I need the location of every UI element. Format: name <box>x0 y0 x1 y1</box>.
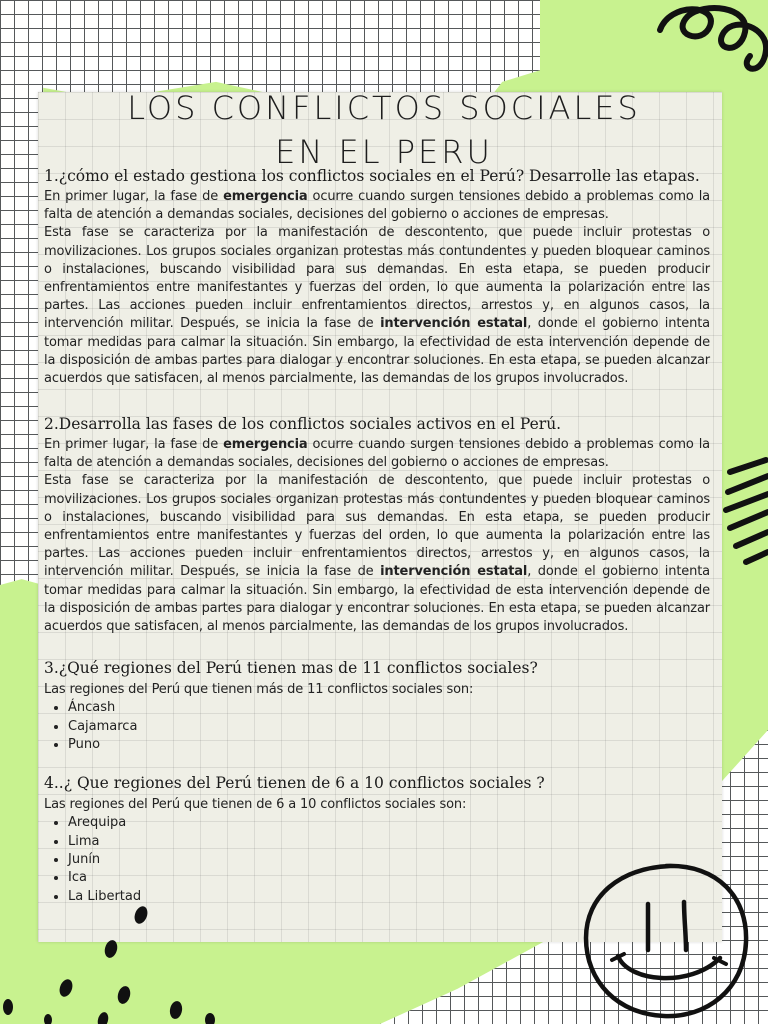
q2-p2-bold: intervención estatal <box>380 564 528 580</box>
q1-heading: 1.¿cómo el estado gestiona los conflictos sociales en el Perú? Desarrolle las etapas. <box>44 167 700 185</box>
q2-heading: 2.Desarrolla las fases de los conflictos sociales activos en el Perú. <box>44 415 562 433</box>
q2-p1-text: En primer lugar, la fase de <box>44 437 224 452</box>
list-item: • Puno <box>68 736 710 754</box>
q2-paragraph-1 <box>44 436 710 472</box>
section-q2 <box>44 414 710 636</box>
q1-p2-text-end: , donde el gobierno intenta tomar medidas para calmar la situación. Sin embargo, la efectividad de esta intervención depende de la disposición de ambas partes para dialogar y encontrar soluciones. En esta etapa, se pueden alcanzar acuerdos que satisfacen, al menos parcialmente, las demandas de los grupos involucrados. <box>44 316 710 387</box>
hatch-lines-doodle <box>722 452 768 572</box>
title-line-1: LOS CONFLICTOS SOCIALES <box>127 89 641 127</box>
q1-p1-text: En primer lugar, la fase de <box>44 189 224 204</box>
list-item: • Lima <box>68 833 710 851</box>
q1-p1-text-end: ocurre cuando surgen tensiones debido a problemas como la falta de atención a demandas sociales, decisiones del gobierno o acciones de empresas. <box>44 189 710 223</box>
q2-paragraph-2 <box>44 472 710 636</box>
q1-p1-bold: emergencia <box>223 189 308 204</box>
q2-p2-text-end: , donde el gobierno intenta tomar medidas para calmar la situación. Sin embargo, la efectividad de esta intervención depende de la disposición de ambas partes para dialogar y encontrar soluciones. En esta etapa, se pueden alcanzar acuerdos que satisfacen, al menos parcialmente, las demandas de los grupos involucrados. <box>44 564 710 635</box>
q1-paragraph-1 <box>44 188 710 224</box>
q1-p2-bold: intervención estatal <box>380 316 528 332</box>
list-item: • Cajamarca <box>68 718 710 736</box>
list-item: • Áncash <box>68 699 710 717</box>
title-line-2: EN EL PERU <box>275 133 493 171</box>
q1-p2-text: Esta fase se caracteriza por la manifestación de descontento, que puede incluir protestas o movilizaciones. Los grupos sociales organizan protestas más contundentes y pueden bloquear caminos o instalaciones, buscando visibilidad para sus demandas. En esta etapa, se pueden producir enfrentamientos entre manifestantes y fuerzas del orden, lo que aumenta la polarización entre las partes. Las acciones pueden incluir enfrentamientos directos, arrestos y, en algunos casos, la intervención militar. Después, se inicia la fase de <box>44 225 710 332</box>
page-title <box>0 86 768 174</box>
q3-heading: 3.¿Qué regiones del Perú tienen mas de 11 conflictos sociales? <box>44 659 538 677</box>
section-q3 <box>44 658 710 754</box>
q1-paragraph-2 <box>44 224 710 388</box>
list-item: • Junín <box>68 851 710 869</box>
q2-p1-text-end: ocurre cuando surgen tensiones debido a problemas como la falta de atención a demandas sociales, decisiones del gobierno o acciones de empresas. <box>44 437 710 471</box>
list-item: • La Libertad <box>68 888 710 906</box>
q2-p2-text: Esta fase se caracteriza por la manifestación de descontento, que puede incluir protestas o movilizaciones. Los grupos sociales organizan protestas más contundentes y pueden bloquear caminos o instalaciones, buscando visibilidad para sus demandas. En esta etapa, se pueden producir enfrentamientos entre manifestantes y fuerzas del orden, lo que aumenta la polarización entre las partes. Las acciones pueden incluir enfrentamientos directos, arrestos y, en algunos casos, la intervención militar. Después, se inicia la fase de <box>44 473 710 580</box>
q4-intro: Las regiones del Perú que tienen de 6 a 10 conflictos sociales son: <box>44 797 467 812</box>
smiley-face-doodle <box>578 858 754 1024</box>
dots-doodle <box>0 895 230 1024</box>
section-q1 <box>44 166 710 388</box>
list-item: • Ica <box>68 869 710 887</box>
q3-region-list <box>44 699 710 754</box>
q4-heading: 4..¿ Que regiones del Perú tienen de 6 a 10 conflictos sociales ? <box>44 774 545 792</box>
q3-intro: Las regiones del Perú que tienen más de 11 conflictos sociales son: <box>44 682 474 697</box>
list-item: • Arequipa <box>68 814 710 832</box>
q2-p1-bold: emergencia <box>223 437 308 452</box>
